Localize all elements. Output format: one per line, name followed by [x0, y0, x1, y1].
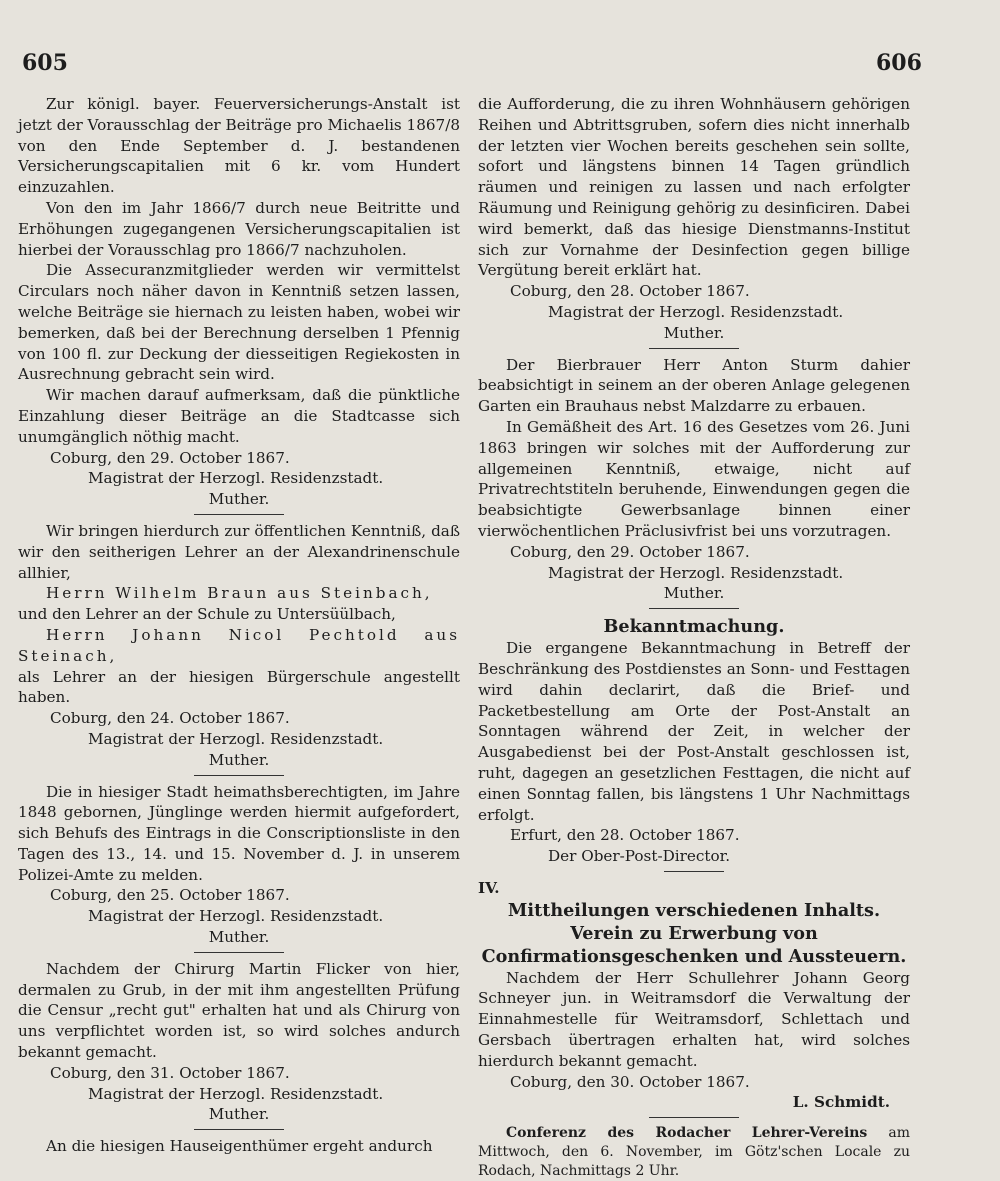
- right-column: [478, 94, 910, 1181]
- person-name: Herrn Wilhelm Braun aus Steinbach,: [46, 584, 433, 603]
- divider: [194, 775, 284, 776]
- notice-paragraph: In Gemäßheit des Art. 16 des Gesetzes vom 26. Juni 1863 bringen wir solches mit der Aufforderung zur allgemeinen Kenntniß, etwaige, nicht auf Privatrechtstiteln beruhende, Einwendungen gegen die beabsichtigte Gewerbsanlage binnen einer vierwöchentlichen Präclusivfrist bei uns vorzutragen.: [478, 417, 910, 540]
- divider: [194, 1129, 284, 1130]
- divider: [649, 1117, 739, 1118]
- notice-paragraph: An die hiesigen Hauseigenthümer ergeht andurch: [46, 1137, 433, 1156]
- notice-paragraph: Nachdem der Herr Schullehrer Johann Georg Schneyer jun. in Weitramsdorf die Verwaltung der Einnahmestelle für Weitramsdorf, Schlettach und Gersbach übertragen erhalten hat, wird solches hierdurch bekannt gemacht.: [478, 968, 910, 1070]
- notice-issuer: Magistrat der Herzogl. Residenzstadt.: [88, 1084, 384, 1103]
- notice-date: Coburg, den 24. October 1867.: [50, 709, 290, 728]
- notice-signature: Muther.: [208, 490, 270, 509]
- notice-issuer: Magistrat der Herzogl. Residenzstadt.: [88, 907, 384, 926]
- notice-issuer: Magistrat der Herzogl. Residenzstadt.: [548, 563, 844, 582]
- notice-date: Coburg, den 29. October 1867.: [50, 448, 290, 467]
- notice-paragraph: Die in hiesiger Stadt heimathsberechtigten, im Jahre 1848 gebornen, Jünglinge werden hiermit aufgefordert, sich Behufs des Eintrags in die Conscriptionsliste in den Tagen des 13., 14. und 15. November d. J. in unserem Polizei-Amte zu melden.: [18, 782, 460, 884]
- left-column: [18, 94, 460, 1157]
- notice-issuer: Magistrat der Herzogl. Residenzstadt.: [548, 302, 844, 321]
- notice-date: Erfurt, den 28. October 1867.: [510, 826, 740, 845]
- notice-date: Coburg, den 30. October 1867.: [510, 1072, 750, 1091]
- notice-paragraph: [478, 1124, 910, 1181]
- notice-signature: Muther.: [663, 584, 725, 603]
- notice-date: Coburg, den 29. October 1867.: [510, 542, 750, 561]
- notice-heading: Bekanntmachung.: [603, 616, 785, 638]
- notice-signature: Muther.: [208, 928, 270, 947]
- person-name: Herrn Johann Nicol Pechtold aus Steinach,: [18, 625, 460, 665]
- notice-date: Coburg, den 28. October 1867.: [510, 282, 750, 301]
- notice-paragraph: und den Lehrer an der Schule zu Untersüülbach,: [18, 605, 396, 624]
- divider: [194, 514, 284, 515]
- notice-issuer: Magistrat der Herzogl. Residenzstadt.: [88, 729, 384, 748]
- notice-paragraph: Nachdem der Chirurg Martin Flicker von hier, dermalen zu Grub, in der mit ihm angestellten Prüfung die Censur „recht gut" erhalten hat und als Chirurg von uns verpflichtet worden ist, so wird solches andurch bekannt gemacht.: [18, 959, 460, 1062]
- notice-paragraph: Der Bierbrauer Herr Anton Sturm dahier beabsichtigt in seinem an der oberen Anlage gelegenen Garten ein Brauhaus nebst Malzdarre zu erbauen.: [478, 355, 910, 416]
- notice-signature: Der Ober-Post-Director.: [548, 847, 731, 866]
- notice-paragraph: als Lehrer an der hiesigen Bürgerschule angestellt haben.: [18, 667, 460, 707]
- section-title: Mittheilungen verschiedenen Inhalts.: [507, 899, 881, 921]
- divider: [649, 348, 739, 349]
- notice-signature: Muther.: [663, 323, 725, 342]
- notice-paragraph: Zur königl. bayer. Feuerversicherungs-Anstalt ist jetzt der Vorausschlag der Beiträge pro Michaelis 1867/8 von den Ende September d. J. bestandenen Versicherungscapitalien mit 6 kr. vom Hundert einzuzahlen.: [18, 95, 460, 197]
- conference-title: Conferenz des Rodacher Lehrer-Vereins: [506, 1125, 868, 1142]
- notice-signature: Muther.: [208, 750, 270, 769]
- notice-date: Coburg, den 25. October 1867.: [50, 886, 290, 905]
- notice-issuer: Magistrat der Herzogl. Residenzstadt.: [88, 469, 384, 488]
- notice-paragraph: Wir machen darauf aufmerksam, daß die pünktliche Einzahlung dieser Beiträge an die Stadtcasse sich unumgänglich nöthig macht.: [18, 386, 460, 446]
- notice-date: Coburg, den 31. October 1867.: [50, 1063, 290, 1082]
- notice-signature: L. Schmidt.: [792, 1093, 890, 1112]
- notice-heading: Verein zu Erwerbung von Confirmationsgeschenken und Aussteuern.: [481, 922, 907, 967]
- divider: [649, 608, 739, 609]
- notice-paragraph: Von den im Jahr 1866/7 durch neue Beitritte und Erhöhungen zugegangenen Versicherungscapitalien ist hierbei der Vorausschlag pro 1866/7 nachzuholen.: [18, 198, 460, 259]
- notice-paragraph: die Aufforderung, die zu ihren Wohnhäusern gehörigen Reihen und Abtrittsgruben, sofern dies nicht innerhalb der letzten vier Wochen bereits geschehen sein sollte, sofort und längstens binnen 14 Tagen gründlich räumen und reinigen zu lassen und nach erfolgter Räumung und Reinigung gehörig zu desinficiren. Dabei wird bemerkt, daß das hiesige Dienstmanns-Institut sich zur Vornahme der Desinfection gegen billige Vergütung bereit erklärt hat.: [478, 95, 910, 280]
- divider: [194, 952, 284, 953]
- notice-paragraph: Die ergangene Bekanntmachung in Betreff der Beschränkung des Postdienstes an Sonn- und Festtagen wird dahin declarirt, daß die Brief- und Packetbestellung am Orte der Post-Anstalt an Sonntagen während der Zeit, in welcher der Ausgabedienst bei der Post-Anstalt geschlossen ist, ruht, dagegen an gesetzlichen Festtagen, die nicht auf einen Sonntag fallen, bis längstens 1 Uhr Nachmittags erfolgt.: [478, 639, 910, 824]
- section-number: IV.: [478, 878, 500, 897]
- notice-paragraph: Die Assecuranzmitglieder werden wir vermittelst Circulars noch näher davon in Kenntniß setzen lassen, welche Beiträge sie hiernach zu leisten haben, wobei wir bemerken, daß bei der Berechnung derselben 1 Pfennig von 100 fl. zur Deckung der diesseitigen Regiekosten in Ausrechnung gebracht sein wird.: [18, 261, 460, 384]
- page-number-left: 605: [22, 50, 68, 76]
- conference-details: am Mittwoch, den 6. November, im Götz'schen Locale zu Rodach, Nachmittags 2 Uhr.: [478, 1125, 910, 1180]
- notice-signature: Muther.: [208, 1105, 270, 1124]
- page-number-right: 606: [876, 50, 922, 76]
- divider: [664, 871, 724, 872]
- notice-paragraph: Wir bringen hierdurch zur öffentlichen Kenntniß, daß wir den seitherigen Lehrer an der Alexandrinenschule allhier,: [18, 521, 460, 582]
